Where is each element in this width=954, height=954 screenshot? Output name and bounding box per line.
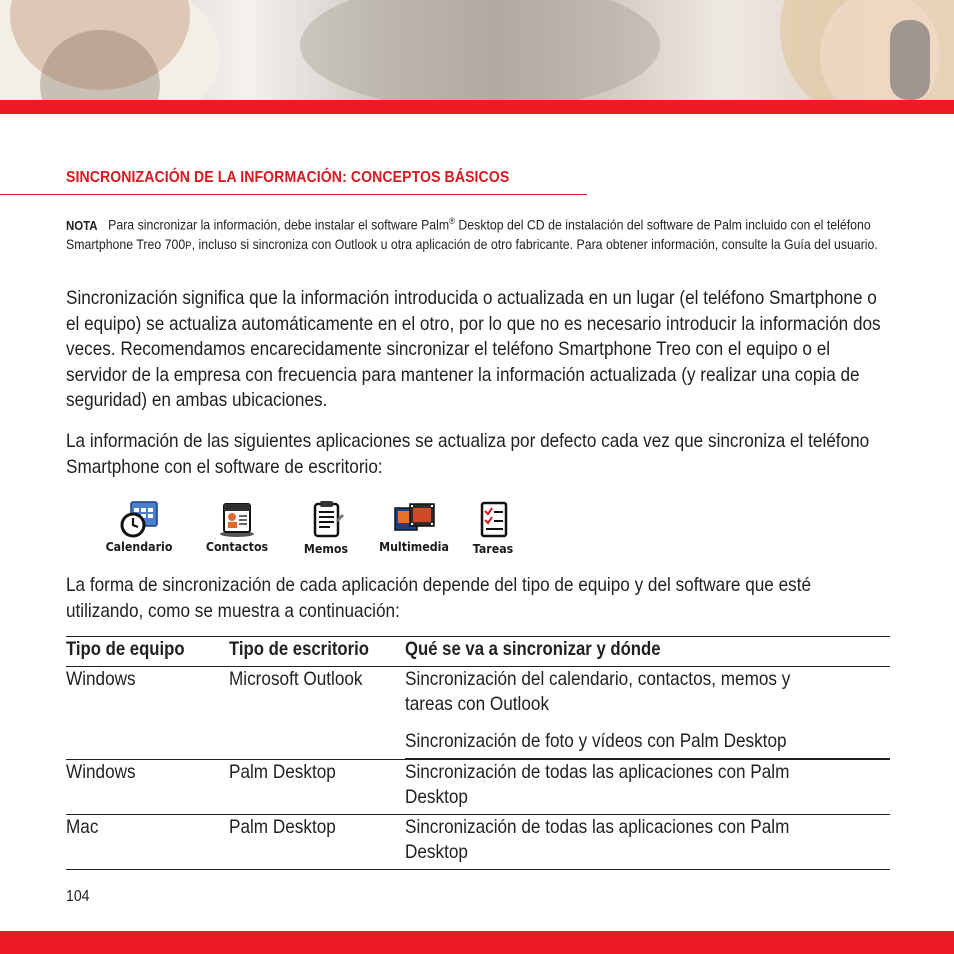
paragraph-sync-definition: Sincronización significa que la información introducida o actualizada en un lugar (el teléfono Smartphone o el equipo) se actualiza automáticamente en el otro, por lo que no es necesario introducir la información dos veces. Recomendamos encarecidamente sincronizar el teléfono Smartphone Treo con el equipo o el servidor de la empresa con frecuencia para mantener la información actualizada (y realizar una copia de seguridad) en ambas ubicaciones. [66, 287, 881, 411]
app-label: Tareas [472, 542, 514, 556]
page-number: 104 [66, 888, 90, 905]
paragraph-default-apps: La información de las siguientes aplicaciones se actualiza por defecto cada vez que sincroniza el teléfono Smartphone con el software de escritorio: [66, 430, 870, 478]
app-label: Contactos [205, 540, 269, 554]
note-model-suffix: P [185, 240, 192, 253]
cell-que: Sincronización del calendario, contactos, memos y tareas con Outlook [405, 668, 791, 715]
footer-red-band [0, 931, 954, 954]
app-label: Calendario [105, 540, 173, 554]
section-title-rule [0, 194, 587, 195]
cell-escritorio: Microsoft Outlook [229, 668, 363, 690]
header-red-band [0, 100, 954, 114]
app-label: Multimedia [379, 540, 449, 554]
cell-que: Sincronización de foto y vídeos con Palm Desktop [405, 730, 787, 752]
paragraph-sync-method: La forma de sincronización de cada aplicación depende del tipo de equipo y del software que esté utilizando, como se muestra a continuación: [66, 574, 812, 622]
cell-que: Sincronización de todas las aplicaciones con Palm Desktop [405, 816, 790, 863]
app-tareas [462, 500, 524, 556]
tasks-icon [473, 500, 513, 540]
memos-icon [306, 500, 346, 540]
header-photo-banner [0, 0, 954, 100]
app-calendario [100, 500, 178, 554]
table-bottom-rule [66, 869, 890, 870]
note-text-3: , incluso si sincroniza con Outlook u otra aplicación de otro fabricante. Para obtener información, consulte la Guía del usuario. [191, 236, 878, 253]
section-title: SINCRONIZACIÓN DE LA INFORMACIÓN: CONCEPTOS BÁSICOS [66, 169, 510, 186]
header-tipo-escritorio: Tipo de escritorio [229, 639, 369, 660]
cell-escritorio: Palm Desktop [229, 761, 336, 783]
registered-mark: ® [449, 216, 455, 226]
app-memos [292, 500, 360, 556]
cell-que: Sincronización de todas las aplicaciones con Palm Desktop [405, 761, 790, 808]
app-contactos [198, 500, 276, 554]
header-tipo-equipo: Tipo de equipo [66, 639, 185, 660]
note-text-1: Para sincronizar la información, debe instalar el software Palm [108, 216, 450, 233]
multimedia-icon [392, 500, 436, 538]
calendar-icon [119, 500, 159, 538]
note-text-2: Desktop del CD de instalación del software de Palm incluido con el teléfono Smartphone Treo 700 [66, 216, 871, 253]
note-label: NOTA [66, 217, 98, 233]
cell-escritorio: Palm Desktop [229, 816, 336, 838]
header-que-sincronizar: Qué se va a sincronizar y dónde [405, 639, 661, 660]
contacts-icon [217, 500, 257, 538]
note-block [66, 212, 893, 257]
app-icon-row [100, 500, 530, 560]
cell-equipo: Mac [66, 816, 99, 838]
cell-equipo: Windows [66, 761, 136, 783]
app-multimedia [372, 500, 456, 554]
cell-equipo: Windows [66, 668, 136, 690]
app-label: Memos [303, 542, 349, 556]
